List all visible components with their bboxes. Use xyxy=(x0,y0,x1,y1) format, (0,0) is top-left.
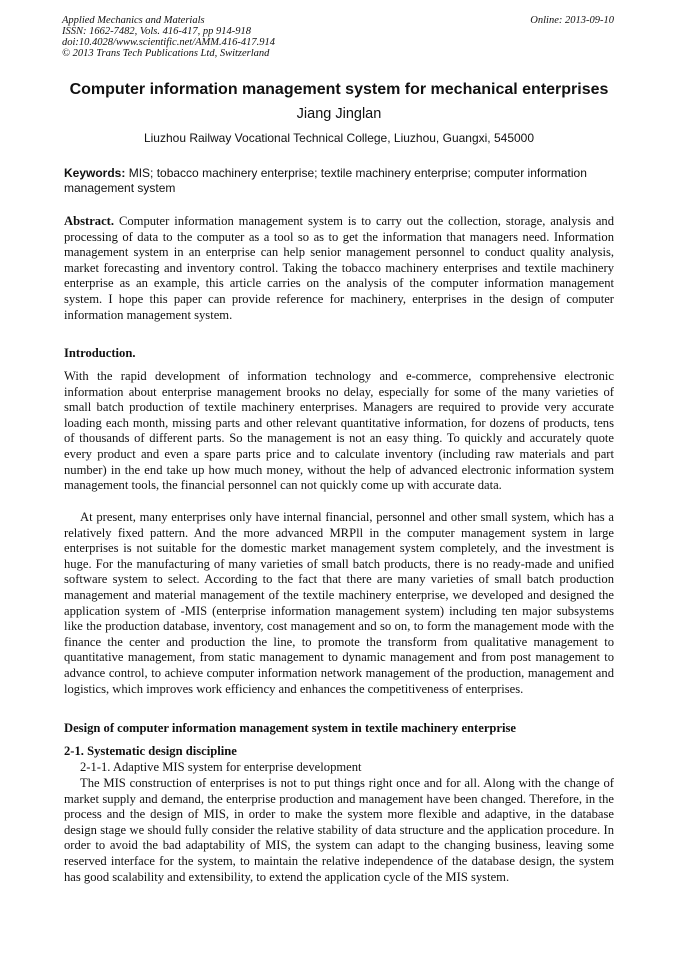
introduction-paragraph-1: With the rapid development of information technology and e-commerce, comprehensive electronic information about enterprise management brooks no delay, especially for some of the many varieties of small batch production of textile machinery enterprises. Managers are required to provide very accurate loading each month, missing parts and other relevant quantitative information, for dozens of products, tens of thousands of different parts. So the management is not an easy thing. To quickly and accurately quote every product and even a spare parts price and to calculate inventory (including raw materials and part number) in the end take up how much money, without the help of advanced electronic information system management tools, the financial personnel can not quickly come up with accurate data. xyxy=(64,369,614,493)
introduction-paragraph-2: At present, many enterprises only have internal financial, personnel and other small system, which has a relatively fixed pattern. And the more advanced MRPll in the computer management system in large enterprises is not suitable for the domestic market management system completely, and the investment is huge. For the manufacturing of many varieties of small batch products, there is no ready-made and unified software system to select. According to the fact that there are many varieties of small batch production management and material management of the textile machinery enterprise, we developed and designed the application system of -MIS (enterprise information management system) including ten major subsystems like the production database, inventory, cost management and so on, to form the management mode with the finance the center and production the line, to promote the transform from qualitative management to quantitative management, from static management to dynamic management and from post management to advance control, to achieve computer information network management of the production, management and logistics, which improves work efficiency and enhances the competitiveness of enterprises. xyxy=(64,510,614,696)
keywords-label: Keywords: xyxy=(64,166,126,180)
paper-title: Computer information management system for mechanical enterprises xyxy=(69,81,609,98)
paper-author: Jiang Jinglan xyxy=(296,106,382,122)
issn-line: ISSN: 1662-7482, Vols. 416-417, pp 914-918 xyxy=(62,26,251,37)
author-affiliation: Liuzhou Railway Vocational Technical College, Liuzhou, Guangxi, 545000 xyxy=(143,131,535,145)
doi-line: doi:10.4028/www.scientific.net/AMM.416-417.914 xyxy=(62,37,275,48)
keywords xyxy=(64,166,614,195)
introduction-heading: Introduction. xyxy=(64,346,136,360)
abstract-label: Abstract. xyxy=(64,214,115,228)
copyright-line: © 2013 Trans Tech Publications Ltd, Switzerland xyxy=(62,48,270,59)
design-heading: Design of computer information management system in textile machinery enterprise xyxy=(64,721,517,735)
journal-name: Applied Mechanics and Materials xyxy=(62,15,205,26)
journal-header xyxy=(62,15,614,59)
keywords-text: MIS; tobacco machinery enterprise; textile machinery enterprise; computer information management system xyxy=(64,166,587,195)
design-subsubheading: 2-1-1. Adaptive MIS system for enterprise development xyxy=(80,760,362,774)
online-date: Online: 2013-09-10 xyxy=(530,15,614,26)
abstract-text: Computer information management system is to carry out the collection, storage, analysis and processing of data to the computer as a tool so as to get the information that managers need. Information management system in an enterprise can help senior management personnel to conduct quality analysis, market forecasting and inventory control. Taking the tobacco machinery enterprises and textile machinery enterprise as an example, this article carries on the analysis of the computer information management system. I hope this paper can provide reference for machinery, enterprises in the design of computer information management system. xyxy=(64,214,615,322)
design-subheading: 2-1. Systematic design discipline xyxy=(64,744,237,758)
design-paragraph: The MIS construction of enterprises is not to put things right once and for all. Along with the change of market supply and demand, the enterprise production and management have been changed. Therefore, in the process and the design of MIS, in order to make the system more flexible and adaptive, in the database design stage we should fully consider the relative stability of data structure and the application procedure. In order to avoid the bad adaptability of MIS, the system can adapt to the changing business, leaving some reserved interface for the system, to maintain the relative independence of the database design, the system has good scalability and extensibility, to extend the application cycle of the MIS system. xyxy=(64,776,614,884)
abstract xyxy=(64,214,614,323)
